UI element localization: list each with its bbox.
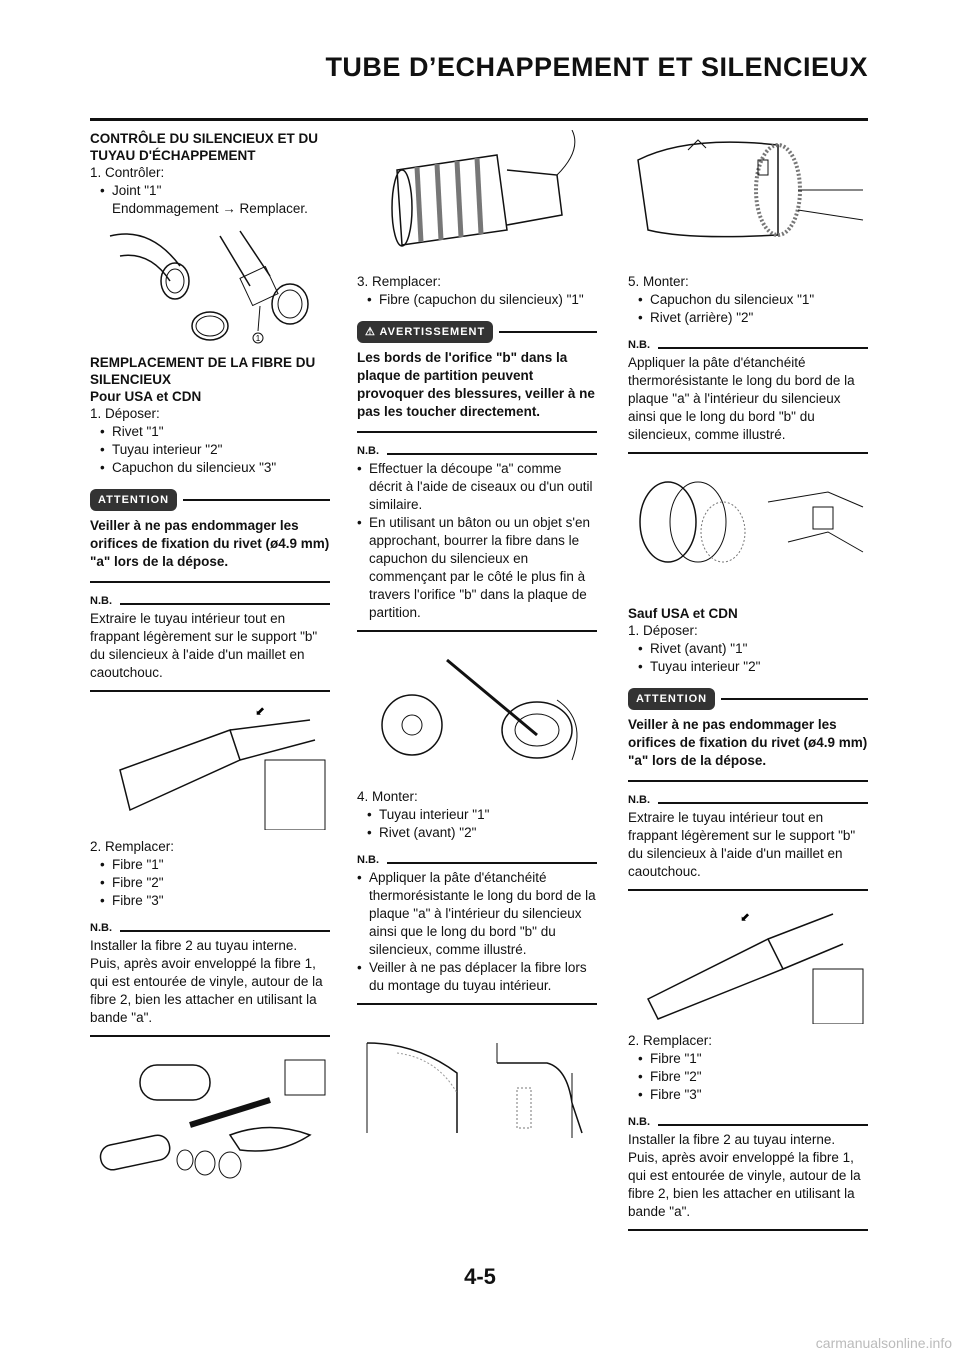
note-list <box>357 460 597 632</box>
note-label: N.B. <box>357 854 379 866</box>
bullet-item: • En utilisant un bâton ou un objet s'en approchant, bourrer la fibre dans le capuchon du silencieux en commençant par le côté le plus fin à travers l'orifice "b" dans la plaque de partition. <box>357 514 597 622</box>
svg-text:⬋: ⬋ <box>255 704 266 718</box>
step: 4. Monter: <box>357 789 418 804</box>
divider <box>387 862 597 864</box>
divider <box>721 698 868 700</box>
step: 1. Contrôler: <box>90 165 165 180</box>
silencer-cap-removal-illustration <box>628 462 868 597</box>
attention-header <box>628 688 868 710</box>
note-label: N.B. <box>628 339 650 351</box>
bullet-item: • Appliquer la pâte d'étanchéité thermorésistante le long du bord de la plaque "a" à l'intérieur du silencieux ainsi que le long du bord "b" du silencieux, comme illustré. <box>357 869 597 959</box>
svg-text:1: 1 <box>255 334 261 343</box>
warning-header <box>357 321 597 343</box>
divider <box>658 1124 868 1126</box>
note-header <box>628 339 868 351</box>
note-label: N.B. <box>628 1116 650 1128</box>
note-list <box>357 869 597 1005</box>
warning-icon: ⚠ <box>365 326 380 338</box>
bullet-item: • Capuchon du silencieux "1" <box>638 291 868 309</box>
attention-badge: ATTENTION <box>628 688 715 710</box>
bullet-item: • Fibre (capuchon du silencieux) "1" <box>367 291 597 309</box>
attention-badge: ATTENTION <box>90 489 177 511</box>
step: 1. Déposer: <box>90 406 160 421</box>
bullet-item: • Veiller à ne pas déplacer la fibre lors du montage du tuyau intérieur. <box>357 959 597 995</box>
note-header <box>90 595 330 607</box>
bullet-item: • Fibre "2" <box>638 1068 868 1086</box>
bullet-item: • Rivet "1" <box>100 423 330 441</box>
bullet-item: • Effectuer la découpe "a" comme décrit à l'aide de ciseaux ou d'un outil similaire. <box>357 460 597 514</box>
note-header <box>628 794 868 806</box>
step: 1. Déposer: <box>628 623 698 638</box>
divider <box>658 802 868 804</box>
bullet-item <box>100 182 330 200</box>
bullet-item: • Fibre "3" <box>638 1086 868 1104</box>
section-heading: CONTRÔLE DU SILENCIEUX ET DU TUYAU D'ÉCHAPPEMENT <box>90 131 319 163</box>
note-header <box>357 445 597 457</box>
divider <box>120 603 330 605</box>
attention-text: Veiller à ne pas endommager les orifices de fixation du rivet (ø4.9 mm) "a" lors de la dépose. <box>628 716 868 782</box>
note-label: N.B. <box>90 922 112 934</box>
section-subheading: Sauf USA et CDN <box>628 606 738 621</box>
note-text: Installer la fibre 2 au tuyau interne. Puis, après avoir enveloppé la fibre 1, qui est entourée de vinyle, autour de la fibre 2, bien les attacher en utilisant la bande "a". <box>90 937 330 1037</box>
attention-text: Veiller à ne pas endommager les orifices de fixation du rivet (ø4.9 mm) "a" lors de la dépose. <box>90 517 330 583</box>
note-text: Extraire le tuyau intérieur tout en frappant légèrement sur le support "b" du silencieux à l'aide d'un maillet en caoutchouc. <box>90 610 330 692</box>
note-text: Installer la fibre 2 au tuyau interne. Puis, après avoir enveloppé la fibre 1, qui est entourée de vinyle, autour de la fibre 2, bien les attacher en utilisant la bande "a". <box>628 1131 868 1231</box>
silencer-removal-illustration <box>90 700 330 830</box>
bullet-item: • Rivet (avant) "2" <box>367 824 597 842</box>
step: 3. Remplacer: <box>357 274 442 289</box>
watermark: carmanualsonline.info <box>815 1335 952 1351</box>
section-heading: REMPLACEMENT DE LA FIBRE DU SILENCIEUX <box>90 355 316 387</box>
divider <box>387 453 597 455</box>
step: 2. Remplacer: <box>90 839 175 854</box>
note-header <box>90 922 330 934</box>
step: 2. Remplacer: <box>628 1033 713 1048</box>
note-text: Extraire le tuyau intérieur tout en frappant légèrement sur le support "b" du silencieux à l'aide d'un maillet en caoutchouc. <box>628 809 868 891</box>
fiber-parts-illustration <box>90 1045 330 1185</box>
page-title: TUBE D’ECHAPPEMENT ET SILENCIEUX <box>325 52 868 82</box>
bullet-detail: Endommagement → Remplacer. <box>112 201 308 216</box>
inner-pipe-mounting-illustration <box>357 1013 597 1138</box>
silencer-cap-mounting-illustration <box>628 130 868 265</box>
warning-badge <box>357 321 493 343</box>
bullet-item: • Capuchon du silencieux "3" <box>100 459 330 477</box>
warning-label: AVERTISSEMENT <box>379 326 486 338</box>
header-rule <box>90 118 868 121</box>
note-text: Appliquer la pâte d'étanchéité thermorésistante le long du bord de la plaque "a" à l'intérieur du silencieux ainsi que le long du bord "b" du silencieux, comme illustré. <box>628 354 868 454</box>
note-label: N.B. <box>90 595 112 607</box>
bullet-item: • Tuyau interieur "2" <box>638 658 868 676</box>
step: 5. Monter: <box>628 274 689 289</box>
column-2 <box>357 130 597 1146</box>
page-number: 4-5 <box>464 1264 496 1289</box>
column-1 <box>90 130 330 1193</box>
joint-illustration <box>90 226 330 346</box>
silencer-removal-illustration-2 <box>628 899 868 1024</box>
bullet-item: • Tuyau interieur "2" <box>100 441 330 459</box>
bullet-item: • Fibre "1" <box>100 856 330 874</box>
silencer-cap-fiber-illustration <box>357 130 597 265</box>
column-3 <box>628 130 868 1231</box>
bullet-item: • Fibre "1" <box>638 1050 868 1068</box>
divider <box>120 930 330 932</box>
section-subheading: Pour USA et CDN <box>90 389 202 404</box>
divider <box>183 499 330 501</box>
bullet-item: • Fibre "3" <box>100 892 330 910</box>
note-header <box>628 1116 868 1128</box>
bullet-item: • Rivet (arrière) "2" <box>638 309 868 327</box>
bullet-item: • Tuyau interieur "1" <box>367 806 597 824</box>
attention-header <box>90 489 330 511</box>
svg-text:⬋: ⬋ <box>740 910 751 924</box>
bullet-text: Joint "1" <box>112 183 162 198</box>
bullet-item: • Fibre "2" <box>100 874 330 892</box>
note-header <box>357 854 597 866</box>
note-label: N.B. <box>628 794 650 806</box>
divider <box>658 347 868 349</box>
divider <box>499 331 597 333</box>
note-label: N.B. <box>357 445 379 457</box>
fiber-stuffing-illustration <box>357 640 597 780</box>
warning-text: Les bords de l'orifice "b" dans la plaque de partition peuvent provoquer des blessures, veiller à ne pas les toucher directement. <box>357 349 597 433</box>
bullet-item: • Rivet (avant) "1" <box>638 640 868 658</box>
